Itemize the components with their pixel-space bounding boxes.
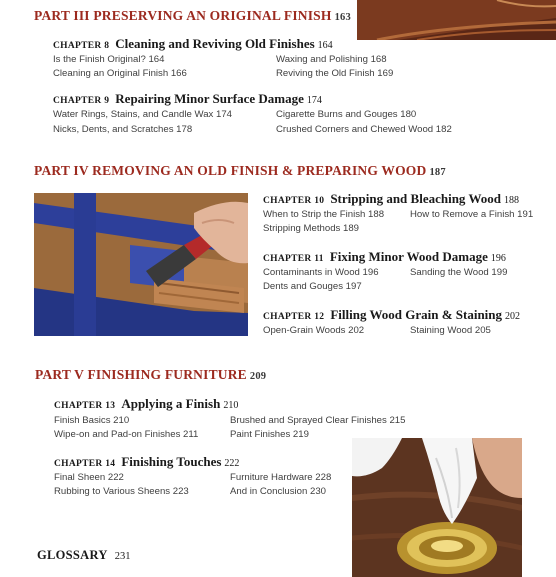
toc-entry: Waxing and Polishing 168 [276,54,387,65]
toc-entry: When to Strip the Finish 188 [263,209,385,220]
chapter-title: Fixing Minor Wood Damage [329,249,488,264]
chapter-number: CHAPTER 11 [263,254,324,264]
chapter-title: Stripping and Bleaching Wood [330,191,501,206]
chapter-title: Repairing Minor Surface Damage [115,91,304,106]
stripping-photo [34,193,248,336]
part-4-heading [34,163,446,179]
toc-entry: Water Rings, Stains, and Candle Wax 174 [53,109,232,120]
toc-entry: Reviving the Old Finish 169 [276,68,394,79]
chapter-page: 210 [223,400,239,411]
chapter-number: CHAPTER 12 [263,312,325,322]
chapter-12-heading [263,306,520,324]
toc-entry: Nicks, Dents, and Scratches 178 [53,124,193,135]
chapter-number: CHAPTER 14 [54,459,116,469]
chapter-number: CHAPTER 10 [263,196,325,206]
part-4-page: 187 [429,167,446,178]
chapter-number: CHAPTER 13 [54,401,116,411]
toc-entry: Furniture Hardware 228 [230,472,332,483]
chapter-number: CHAPTER 9 [53,96,110,106]
toc-entry: Sanding the Wood 199 [410,267,508,278]
chapter-title: Cleaning and Reviving Old Finishes [115,36,315,51]
glossary-heading [37,546,130,564]
toc-entry: Stripping Methods 189 [263,223,359,234]
chapter-page: 222 [224,458,240,469]
glossary-label: GLOSSARY [37,548,108,562]
toc-entry: Is the Finish Original? 164 [53,54,165,65]
toc-entry: And in Conclusion 230 [230,486,327,497]
toc-entry: Brushed and Sprayed Clear Finishes 215 [230,415,406,426]
toc-entry: Crushed Corners and Chewed Wood 182 [276,124,452,135]
chapter-9-heading [53,90,322,108]
chapter-title: Applying a Finish [121,396,221,411]
hardware-photo [352,438,522,577]
chapter-page: 188 [503,195,519,206]
chapter-page: 196 [490,253,506,264]
toc-entry: Wipe-on and Pad-on Finishes 211 [54,429,199,440]
toc-entry: Finish Basics 210 [54,415,130,426]
chapter-11-heading [263,248,506,266]
furniture-photo-top [357,0,556,40]
chapter-page: 202 [505,311,521,322]
chapter-page: 164 [317,40,333,51]
chapter-14-heading [54,453,239,471]
chapter-title: Finishing Touches [121,454,222,469]
chapter-title: Filling Wood Grain & Staining [330,307,503,322]
chapter-8-heading [53,35,333,53]
chapter-number: CHAPTER 8 [53,41,110,51]
chapter-10-heading [263,190,519,208]
toc-entry: Rubbing to Various Sheens 223 [54,486,189,497]
chapter-page: 174 [306,95,322,106]
toc-entry: Cleaning an Original Finish 166 [53,68,187,79]
toc-entry: Contaminants in Wood 196 [263,267,379,278]
toc-entry: Paint Finishes 219 [230,429,309,440]
part-5-label: PART V FINISHING FURNITURE [35,367,247,382]
part-4-label: PART IV REMOVING AN OLD FINISH & PREPARING WOOD [34,163,427,178]
part-5-page: 209 [249,371,267,382]
toc-entry: Staining Wood 205 [410,325,491,336]
toc-entry: Final Sheen 222 [54,472,124,483]
part-3-heading [34,8,351,24]
part-5-heading [35,367,266,383]
chapter-13-heading [54,395,238,413]
part-3-page: 163 [334,12,351,23]
toc-entry: How to Remove a Finish 191 [410,209,534,220]
toc-entry: Cigarette Burns and Gouges 180 [276,109,417,120]
part-3-label: PART III PRESERVING AN ORIGINAL FINISH [34,8,332,23]
glossary-page: 231 [114,551,131,562]
toc-entry: Dents and Gouges 197 [263,281,362,292]
toc-entry: Open-Grain Woods 202 [263,325,365,336]
